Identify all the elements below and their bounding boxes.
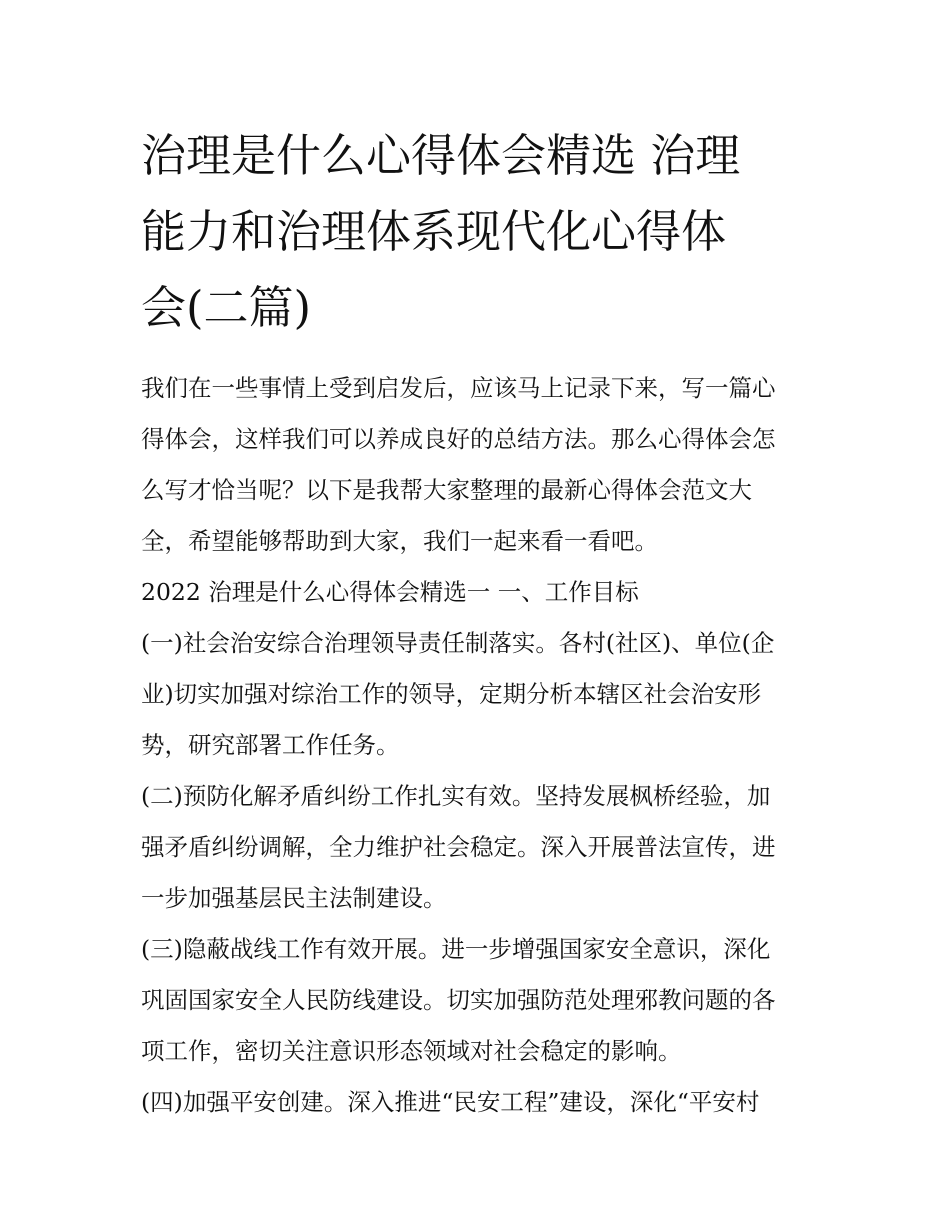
text-line: 业)切实加强对综治工作的领导，定期分析本辖区社会治安形: [141, 680, 762, 708]
text-line: 得体会，这样我们可以养成良好的总结方法。那么心得体会怎: [141, 425, 776, 453]
title-line: 能力和治理体系现代化心得体: [141, 205, 727, 258]
text-line: (二)预防化解矛盾纠纷工作扎实有效。坚持发展枫桥经验，加: [141, 782, 771, 810]
goal-paragraph-1: [141, 618, 811, 771]
text-line: 巩固国家安全人民防线建设。切实加强防范处理邪教问题的各: [141, 986, 776, 1014]
document-title: [141, 118, 811, 346]
goal-paragraph-2: [141, 771, 811, 924]
text-line: (一)社会治安综合治理领导责任制落实。各村(社区)、单位(企: [141, 629, 775, 657]
text-line: (三)隐蔽战线工作有效开展。进一步增强国家安全意识，深化: [141, 935, 771, 963]
section-heading: [141, 567, 811, 618]
text-line: 我们在一些事情上受到启发后，应该马上记录下来，写一篇心: [141, 374, 776, 402]
text-line: 全，希望能够帮助到大家，我们一起来看一看吧。: [141, 527, 658, 555]
title-line: 治理是什么心得体会精选 治理: [141, 129, 741, 182]
goal-paragraph-4: [141, 1077, 811, 1128]
text-line: (四)加强平安创建。深入推进“民安工程”建设，深化“平安村: [141, 1088, 760, 1116]
text-line: 势，研究部署工作任务。: [141, 731, 400, 759]
text-line: 项工作，密切关注意识形态领域对社会稳定的影响。: [141, 1037, 682, 1065]
intro-paragraph: [141, 363, 811, 567]
document-body: [141, 363, 811, 1128]
goal-paragraph-3: [141, 924, 811, 1077]
document-content: [141, 118, 811, 1128]
text-line: 一步加强基层民主法制建设。: [141, 884, 447, 912]
text-line: 强矛盾纠纷调解，全力维护社会稳定。深入开展普法宣传，进: [141, 833, 776, 861]
text-line: 2022 治理是什么心得体会精选一 一、工作目标: [141, 578, 639, 606]
title-line: 会(二篇): [141, 281, 312, 334]
text-line: 么写才恰当呢？以下是我帮大家整理的最新心得体会范文大: [141, 476, 752, 504]
